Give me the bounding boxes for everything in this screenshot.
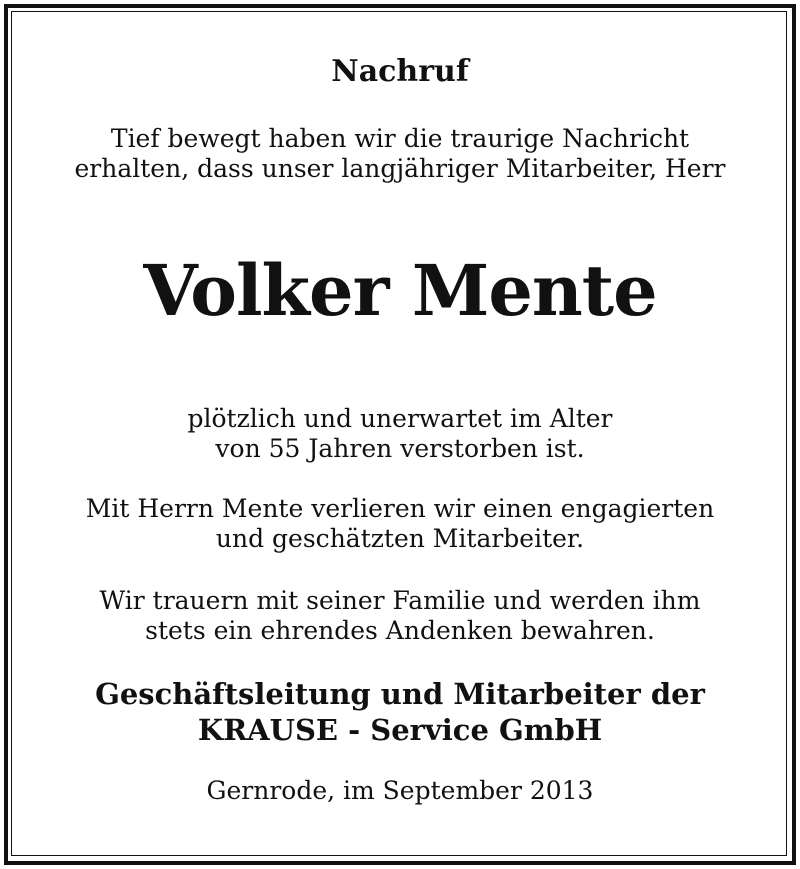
paragraph-condolence [14, 586, 786, 646]
paragraph-tribute [14, 494, 786, 554]
signature-line: KRAUSE - Service GmbH [197, 713, 603, 747]
paragraph-line: von 55 Jahren verstorben ist. [215, 434, 585, 463]
signature-line: Geschäftsleitung und Mitarbeiter der [95, 677, 705, 711]
paragraph-line: plötzlich und unerwartet im Alter [187, 404, 613, 433]
signature-block [14, 676, 786, 748]
paragraph-line: Wir trauern mit seiner Familie und werden ihm [99, 586, 701, 615]
paragraph-line: stets ein ehrendes Andenken bewahren. [145, 616, 655, 645]
deceased-name: Volker Mente [143, 249, 657, 332]
paragraph-line: und geschätzten Mitarbeiter. [215, 524, 585, 553]
paragraph-age [14, 404, 786, 464]
place-date: Gernrode, im September 2013 [206, 776, 594, 805]
intro-line: erhalten, dass unser langjähriger Mitarbeiter, Herr [74, 154, 726, 183]
paragraph-line: Mit Herrn Mente verlieren wir einen engagierten [85, 494, 715, 523]
intro-text [14, 124, 786, 184]
intro-line: Tief bewegt haben wir die traurige Nachricht [110, 124, 690, 153]
notice-heading: Nachruf [331, 54, 469, 89]
